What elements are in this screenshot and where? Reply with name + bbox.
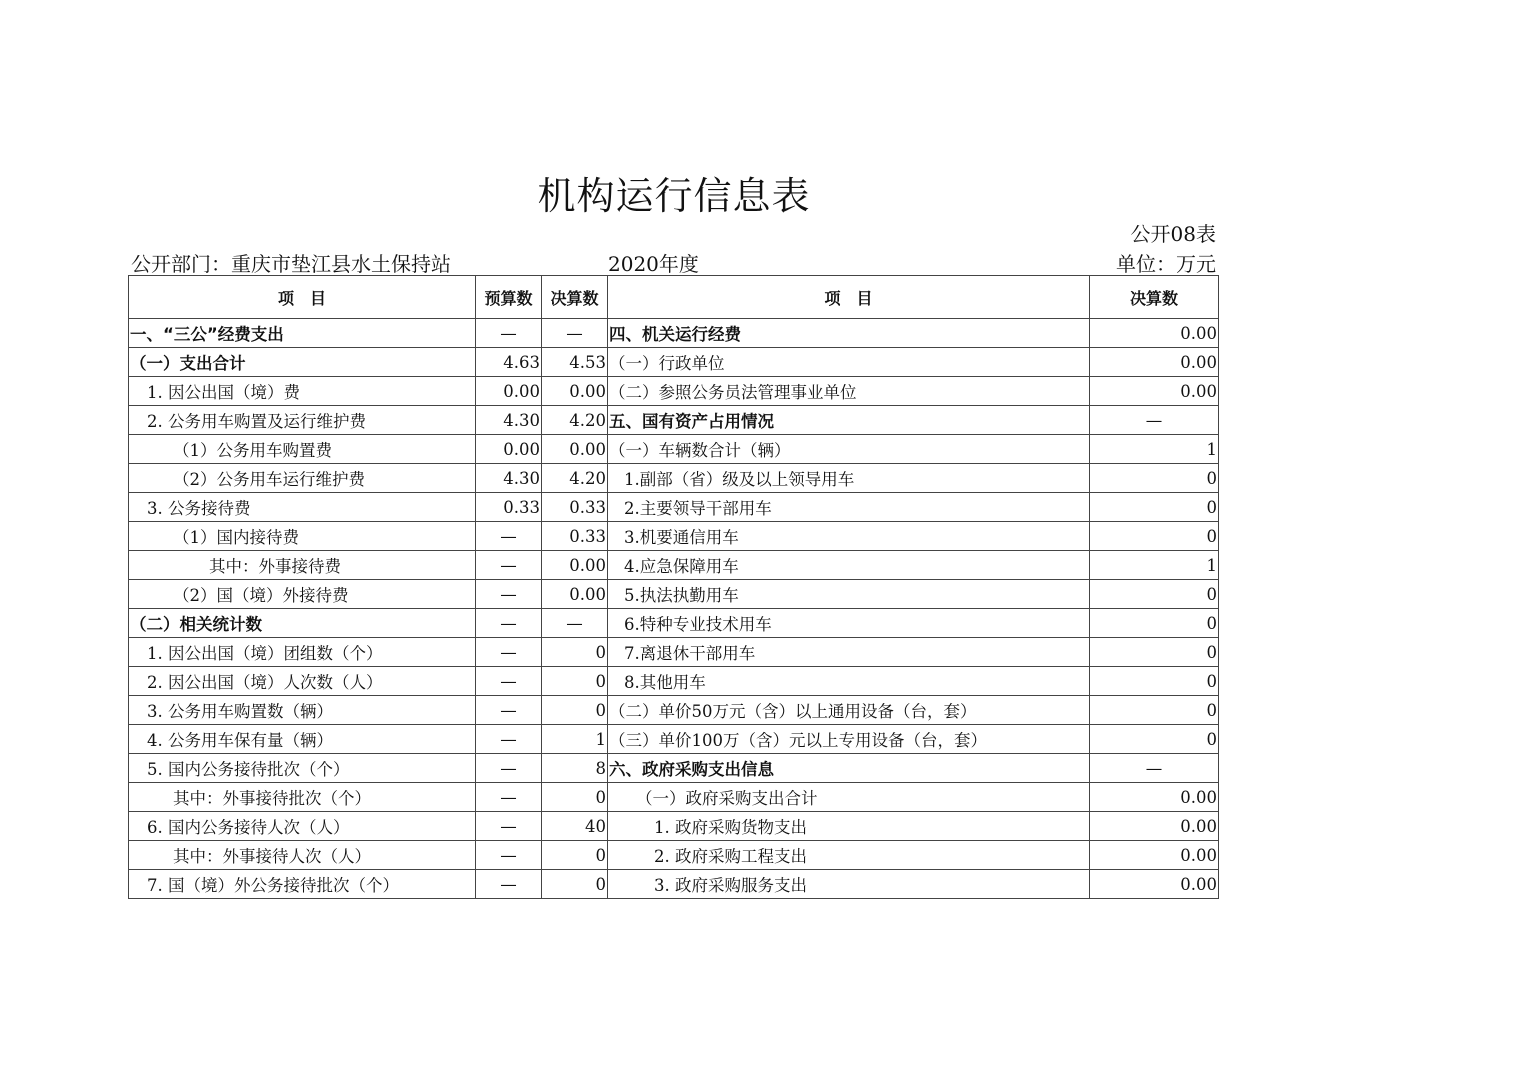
- form-number: 公开08表: [1130, 222, 1216, 246]
- final-value-left: 40: [542, 812, 608, 841]
- table-row: [129, 812, 1219, 841]
- table-row: [129, 841, 1219, 870]
- budget-value: —: [476, 783, 542, 812]
- budget-value: —: [476, 551, 542, 580]
- year-label: 2020年度: [608, 252, 699, 276]
- final-value-left: 0: [542, 783, 608, 812]
- right-item-label: 3.机要通信用车: [608, 522, 1090, 551]
- right-item-label: （一）政府采购支出合计: [608, 783, 1090, 812]
- final-value-left: 0: [542, 841, 608, 870]
- header-final-left: 决算数: [542, 276, 608, 319]
- budget-value: —: [476, 841, 542, 870]
- final-value-right: —: [1090, 406, 1219, 435]
- table-row: [129, 870, 1219, 899]
- final-value-left: 0.00: [542, 435, 608, 464]
- budget-value: 0.00: [476, 435, 542, 464]
- final-value-right: 0: [1090, 725, 1219, 754]
- final-value-right: 0: [1090, 464, 1219, 493]
- table-row: [129, 435, 1219, 464]
- budget-value: —: [476, 580, 542, 609]
- final-value-right: 1: [1090, 551, 1219, 580]
- right-item-label: 7.离退休干部用车: [608, 638, 1090, 667]
- final-value-right: 0.00: [1090, 348, 1219, 377]
- final-value-left: 0: [542, 696, 608, 725]
- final-value-left: 4.20: [542, 406, 608, 435]
- final-value-left: 0.00: [542, 580, 608, 609]
- table-row: [129, 319, 1219, 348]
- right-item-label: （二）单价50万元（含）以上通用设备（台，套）: [608, 696, 1090, 725]
- final-value-right: 0: [1090, 522, 1219, 551]
- right-item-label: 五、国有资产占用情况: [608, 406, 1090, 435]
- final-value-left: 4.20: [542, 464, 608, 493]
- final-value-left: —: [542, 319, 608, 348]
- budget-value: —: [476, 696, 542, 725]
- left-item-label: 2. 因公出国（境）人次数（人）: [129, 667, 476, 696]
- budget-value: 4.30: [476, 464, 542, 493]
- right-item-label: 5.执法执勤用车: [608, 580, 1090, 609]
- right-item-label: （二）参照公务员法管理事业单位: [608, 377, 1090, 406]
- final-value-left: 0.33: [542, 493, 608, 522]
- budget-value: —: [476, 870, 542, 899]
- left-item-label: 3. 公务接待费: [129, 493, 476, 522]
- budget-value: 0.33: [476, 493, 542, 522]
- department-label: 公开部门：重庆市垫江县水土保持站: [131, 252, 451, 276]
- table-row: [129, 551, 1219, 580]
- left-item-label: 1. 因公出国（境）费: [129, 377, 476, 406]
- table-row: [129, 406, 1219, 435]
- left-item-label: 7. 国（境）外公务接待批次（个）: [129, 870, 476, 899]
- left-item-label: （二）相关统计数: [129, 609, 476, 638]
- table-row: [129, 754, 1219, 783]
- final-value-right: —: [1090, 754, 1219, 783]
- table-header-row: [129, 276, 1219, 319]
- table-row: [129, 522, 1219, 551]
- left-item-label: 其中：外事接待人次（人）: [129, 841, 476, 870]
- header-final-right: 决算数: [1090, 276, 1219, 319]
- final-value-left: 0.00: [542, 551, 608, 580]
- right-item-label: 2.主要领导干部用车: [608, 493, 1090, 522]
- unit-label: 单位：万元: [1116, 252, 1216, 276]
- right-item-label: （一）车辆数合计（辆）: [608, 435, 1090, 464]
- budget-value: —: [476, 609, 542, 638]
- left-item-label: （2）公务用车运行维护费: [129, 464, 476, 493]
- table-row: [129, 609, 1219, 638]
- final-value-right: 0: [1090, 609, 1219, 638]
- budget-value: —: [476, 812, 542, 841]
- left-item-label: 其中：外事接待批次（个）: [129, 783, 476, 812]
- final-value-right: 0.00: [1090, 319, 1219, 348]
- left-item-label: 一、“三公”经费支出: [129, 319, 476, 348]
- table-body: [129, 319, 1219, 899]
- table-row: [129, 580, 1219, 609]
- final-value-right: 0: [1090, 638, 1219, 667]
- left-item-label: 4. 公务用车保有量（辆）: [129, 725, 476, 754]
- final-value-left: 1: [542, 725, 608, 754]
- final-value-right: 0.00: [1090, 377, 1219, 406]
- budget-value: 0.00: [476, 377, 542, 406]
- final-value-left: 0: [542, 638, 608, 667]
- header-budget: 预算数: [476, 276, 542, 319]
- final-value-right: 0.00: [1090, 812, 1219, 841]
- right-item-label: 3. 政府采购服务支出: [608, 870, 1090, 899]
- budget-value: —: [476, 725, 542, 754]
- table-row: [129, 783, 1219, 812]
- budget-value: 4.30: [476, 406, 542, 435]
- budget-value: —: [476, 522, 542, 551]
- budget-value: —: [476, 667, 542, 696]
- final-value-left: 0: [542, 870, 608, 899]
- final-value-right: 0.00: [1090, 841, 1219, 870]
- table-row: [129, 493, 1219, 522]
- table-row: [129, 377, 1219, 406]
- left-item-label: 6. 国内公务接待人次（人）: [129, 812, 476, 841]
- header-item-left: 项 目: [129, 276, 476, 319]
- right-item-label: 8.其他用车: [608, 667, 1090, 696]
- final-value-right: 0.00: [1090, 783, 1219, 812]
- table-row: [129, 638, 1219, 667]
- final-value-right: 0: [1090, 667, 1219, 696]
- table-row: [129, 667, 1219, 696]
- right-item-label: 六、政府采购支出信息: [608, 754, 1090, 783]
- table-row: [129, 725, 1219, 754]
- budget-value: 4.63: [476, 348, 542, 377]
- right-item-label: 2. 政府采购工程支出: [608, 841, 1090, 870]
- right-item-label: 1.副部（省）级及以上领导用车: [608, 464, 1090, 493]
- budget-value: —: [476, 319, 542, 348]
- final-value-right: 0: [1090, 696, 1219, 725]
- left-item-label: （1）公务用车购置费: [129, 435, 476, 464]
- right-item-label: 6.特种专业技术用车: [608, 609, 1090, 638]
- final-value-right: 0.00: [1090, 870, 1219, 899]
- right-item-label: （三）单价100万（含）元以上专用设备（台，套）: [608, 725, 1090, 754]
- left-item-label: 1. 因公出国（境）团组数（个）: [129, 638, 476, 667]
- table-row: [129, 348, 1219, 377]
- final-value-left: 4.53: [542, 348, 608, 377]
- left-item-label: （2）国（境）外接待费: [129, 580, 476, 609]
- left-item-label: 2. 公务用车购置及运行维护费: [129, 406, 476, 435]
- header-item-right: 项 目: [608, 276, 1090, 319]
- budget-value: —: [476, 638, 542, 667]
- left-item-label: 5. 国内公务接待批次（个）: [129, 754, 476, 783]
- final-value-right: 0: [1090, 580, 1219, 609]
- final-value-left: 0.00: [542, 377, 608, 406]
- left-item-label: （1）国内接待费: [129, 522, 476, 551]
- left-item-label: （一）支出合计: [129, 348, 476, 377]
- right-item-label: （一）行政单位: [608, 348, 1090, 377]
- left-item-label: 3. 公务用车购置数（辆）: [129, 696, 476, 725]
- right-item-label: 1. 政府采购货物支出: [608, 812, 1090, 841]
- final-value-left: 0: [542, 667, 608, 696]
- right-item-label: 4.应急保障用车: [608, 551, 1090, 580]
- left-item-label: 其中：外事接待费: [129, 551, 476, 580]
- table-row: [129, 464, 1219, 493]
- final-value-right: 0: [1090, 493, 1219, 522]
- final-value-left: 0.33: [542, 522, 608, 551]
- info-table: [128, 275, 1219, 899]
- budget-value: —: [476, 754, 542, 783]
- final-value-left: —: [542, 609, 608, 638]
- table-row: [129, 696, 1219, 725]
- right-item-label: 四、机关运行经费: [608, 319, 1090, 348]
- page-title: 机构运行信息表: [537, 174, 811, 218]
- final-value-right: 1: [1090, 435, 1219, 464]
- final-value-left: 8: [542, 754, 608, 783]
